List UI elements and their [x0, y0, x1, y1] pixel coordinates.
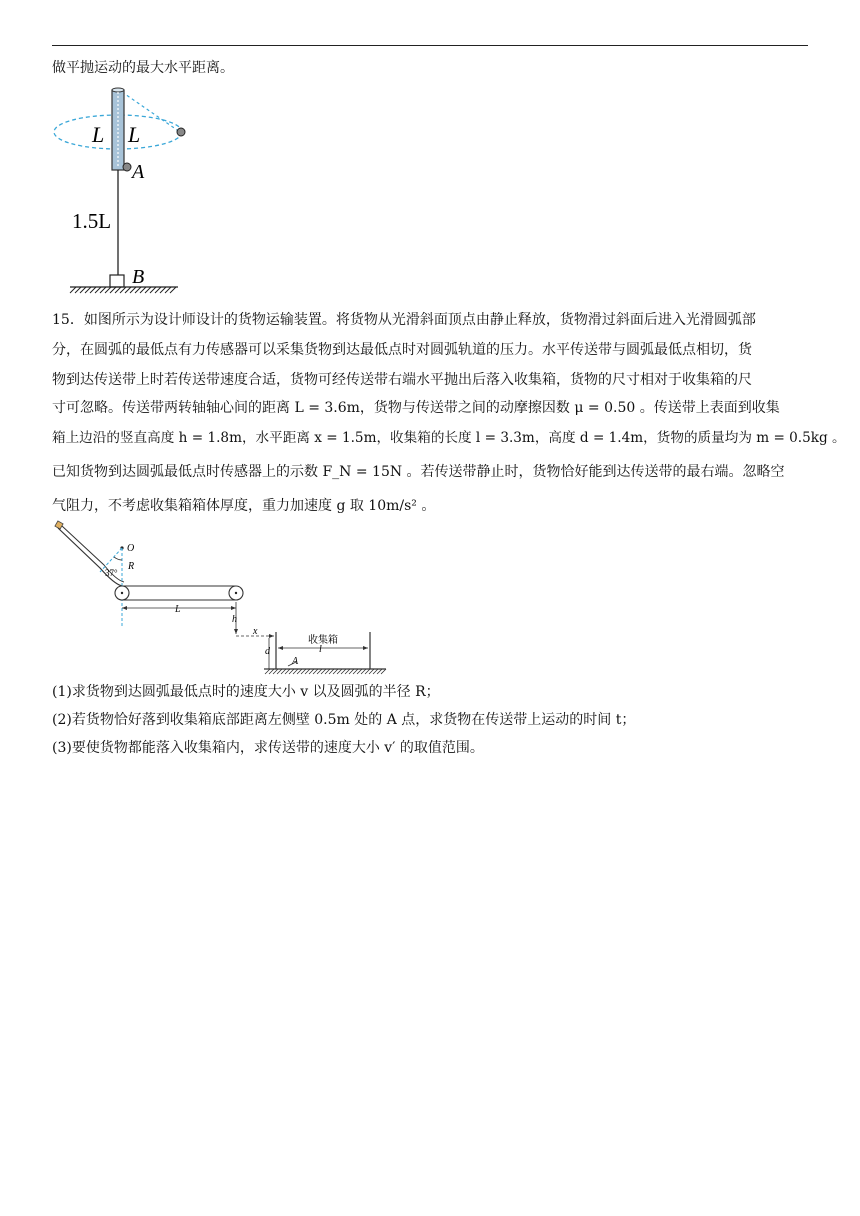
figure-conveyor	[52, 520, 392, 676]
label-height: 1.5L	[72, 209, 112, 233]
ground-hatch-mark	[90, 287, 96, 293]
ground-hatch-mark	[165, 287, 171, 293]
label-b: B	[132, 266, 145, 288]
ground-hatch-mark	[70, 287, 76, 293]
problem-line-5: 箱上边沿的竖直高度 h = 1.8m，水平距离 x = 1.5m，收集箱的长度 l = 3.3m，高度 d = 1.4m，货物的质量均为 m = 0.5kg 。	[52, 430, 846, 446]
figure-pole-rotation	[52, 86, 192, 300]
label-h: h	[232, 614, 237, 625]
label-point-a: A	[292, 656, 299, 667]
ground-hatch-mark	[160, 287, 166, 293]
question-2: (2)若货物恰好落到收集箱底部距离左侧壁 0.5m 处的 A 点，求货物在传送带上运动的时间 t；	[52, 712, 636, 728]
ground-hatch-mark	[100, 287, 106, 293]
ball-a	[123, 163, 131, 171]
label-angle: 37°	[105, 568, 118, 578]
problem-line-2: 分，在圆弧的最低点有力传感器可以采集货物到达最低点时对圆弧轨道的压力。水平传送带与圆弧最低点相切，货	[52, 342, 752, 358]
label-belt-l: L	[175, 604, 181, 615]
intro-line: 做平抛运动的最大水平距离。	[52, 60, 234, 76]
ground-hatch-mark	[75, 287, 81, 293]
label-d: d	[265, 646, 270, 657]
ground-hatch-mark	[110, 287, 116, 293]
ground-hatch-mark	[120, 287, 126, 293]
problem-line-4: 寸可忽略。传送带两转轴轴心间的距离 L = 3.6m，货物与传送带之间的动摩擦因数 μ = 0.50 。传送带上表面到收集	[52, 400, 780, 416]
label-l-right: L	[128, 122, 141, 147]
cargo-start	[55, 521, 63, 529]
problem-line-3: 物到达传送带上时若传送带速度合适，货物可经传送带右端水平抛出后落入收集箱，货物的尺寸相对于收集箱的尺	[52, 372, 752, 388]
question-3: (3)要使货物都能落入收集箱内，求传送带的速度大小 v′ 的取值范围。	[52, 740, 484, 756]
label-a: A	[132, 161, 145, 183]
label-r: R	[128, 561, 135, 572]
ground-hatch-mark	[85, 287, 91, 293]
label-box: 收集箱	[308, 635, 338, 646]
label-l-left: L	[92, 122, 105, 147]
problem-number: 15．	[52, 312, 84, 328]
block-b	[110, 275, 124, 287]
ground-hatch-mark	[80, 287, 86, 293]
problem-line-1: 15．如图所示为设计师设计的货物运输装置。将货物从光滑斜面顶点由静止释放，货物滑过斜面后进入光滑圆弧部	[52, 312, 756, 328]
ground-hatch-mark	[150, 287, 156, 293]
ground-hatch-mark	[170, 287, 176, 293]
header-rule	[52, 45, 808, 46]
ground-hatch-mark	[145, 287, 151, 293]
ground-hatch-mark	[105, 287, 111, 293]
ball-right	[177, 128, 185, 136]
problem-line-7: 气阻力，不考虑收集箱箱体厚度，重力加速度 g 取 10m/s² 。	[52, 498, 436, 514]
problem-line-6: 已知货物到达圆弧最低点时传感器上的示数 F_N = 15N 。若传送带静止时，货物恰好能到达传送带的最右端。忽略空	[52, 464, 785, 480]
question-1: (1)求货物到达圆弧最低点时的速度大小 v 以及圆弧的半径 R；	[52, 684, 440, 700]
label-x: x	[253, 626, 258, 637]
label-box-l: l	[319, 644, 322, 655]
label-o: O	[127, 543, 135, 554]
ground-hatch-mark	[125, 287, 131, 293]
ground-hatch-mark	[155, 287, 161, 293]
ground-hatch-mark	[95, 287, 101, 293]
ground-hatch-mark	[115, 287, 121, 293]
